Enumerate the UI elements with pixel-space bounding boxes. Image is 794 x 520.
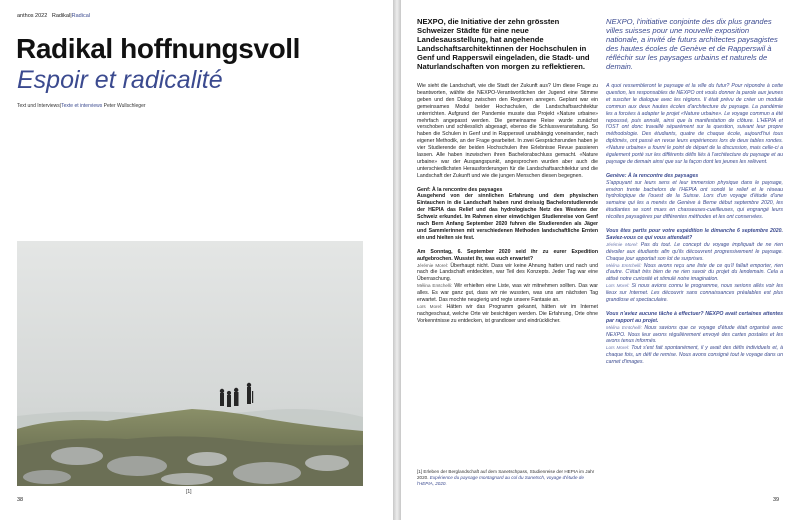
section-fr: Radical [71, 13, 90, 19]
question-fr-2: Vous n'aviez aucune tâche à effectuer? NEXPO avait certaines attentes par rapport au projet. [606, 310, 783, 324]
body-paragraph-de-2: Ausgehend von der sinnlichen Erfahrung und dem physischen Eintauchen in die Landschaft haben rund dreissig Bachelorstudierende der HEPIA das Relief und das hydrologische Netz des Westens der Schweiz erkundet. Im Rahmen einer einwöchigen Studienreise von Genf nach Bern Anfang September 2020 fuhren die Studierenden als Jäger und Sammlerinnen mit verschiedenen Methoden landschaftliche Ernten ein und hielten sie fest. [417, 193, 598, 241]
fog-mountain-illustration [17, 241, 363, 486]
speaker-de-3: Loïs Morel: [417, 303, 443, 309]
answer-de-2 [417, 283, 598, 304]
answer-fr-4 [606, 325, 783, 346]
photo-footnote [417, 469, 598, 486]
answer-text-fr-3: Si nous avions connu le programme, nous serions allés voir les lieux sur Internet. Les découvrir sans connaissances préalables est plus grandiose et spectaculaire. [606, 283, 783, 304]
answer-fr-2 [606, 263, 783, 284]
answer-fr-1 [606, 242, 783, 263]
hikers-photo [17, 241, 363, 486]
body-column-fr [606, 83, 783, 508]
subhead-de: Genf: À la rencontre des paysages [417, 186, 503, 193]
page-number-left: 38 [17, 497, 24, 503]
answer-text-de-3: Hätten wir das Programm gekannt, hätten wir im Internet nachgeschaut, welche Orte wir besichtigen werden. Die Erfahrung, Orte ohne Vorkenntnisse zu entdecken, ist grandioser und eindrücklicher. [417, 303, 598, 324]
body-paragraph-fr-1: À quoi ressembleront le paysage et la ville du futur? Pour répondre à cette question, les responsables de NEXPO ont voulu donner la parole aux jeunes et susciter le dialogue avec les régions. Il était prévu de créer un module commun aux deux hautes écoles d'architecture du paysage. La pandémie les a forcées à adapter le projet «Nature urbaine». Le voyage commun a été repoussé, puis annulé, ainsi que la manifestation de clôture. L'HEPIA et l'OST ont donc travaillé séparément sur la question, suivant leur propre méthodologie. Des étudiants, quatre de chaque école, aujourd'hui tous diplômés, ont passé en revue leurs expériences lors de deux tables rondes. «Nature urbaine» a fourni le point de départ de la discussion, mais celle-ci a également porté sur les différents défis liés à l'architecture du paysage et au paysage de demain ainsi que sur la façon dont les jeunes les relèvent. [606, 83, 783, 165]
speaker-de-1: Jérémie Morel: [417, 262, 449, 268]
footnote-de: [1] Erleben der Berglandschaft auf dem Sanetschpass, Studienreise der HEPIA im Jahr 2020. [417, 469, 595, 480]
answer-fr-5 [606, 345, 783, 366]
running-header [17, 13, 90, 19]
article-credits [17, 103, 146, 109]
answer-text-fr-1: Pas du tout. Le concept du voyage impliquait de ne rien dévoiler aux étudiants afin qu'ils découvrent progressivement le paysage. Chaque jour apportait son lot de surprises. [606, 241, 783, 262]
lead-paragraph-de: NEXPO, die Initiative der zehn grössten Schweizer Städte für eine neue Landesausstellung, hat angehende Landschaftsarchitektinnen der Hochschulen in Genf und Rapperswil eingeladen, die Stadt- und Naturlandschaften von morgen zu reflektieren. [417, 17, 590, 72]
body-paragraph-fr-2: S'appuyant sur leurs sens et leur immersion physique dans le paysage, environ trente bachelors de l'HEPIA ont sondé le relief et le réseau hydrologique de l'ouest de la Suisse. Lors d'un voyage d'étude d'une semaine qui les a menés de Genève à Berne début septembre 2020, les étudiantes se sont mues en chasseuses-cueilleuses, qui engrangé leurs récoltes paysagères par différentes méthodes et les ont conservées. [606, 179, 783, 221]
question-fr-1: Vous êtes partis pour votre expédition le dimanche 6 septembre 2020. Saviez-vous ce qui vous attendait? [606, 228, 783, 241]
photo-caption-number: [1] [186, 489, 192, 495]
answer-text-fr-5: Tout s'est fait spontanément, il y avait des défis individuels et, à chaque fois, un défi de remise. Nous avons consigné tout le voyage dans un carnet d'images. [606, 345, 783, 366]
speaker-fr-5: Loïs Morel: [606, 345, 630, 351]
answer-text-fr-2: Nous avons reçu une liste de ce qu'il fallait emporter, rien d'autre. C'était très bien de ne rien savoir du projet du lendemain. Cela a attisé notre curiosité et stimulé notre imagination. [606, 262, 783, 283]
spine-gutter [393, 0, 401, 520]
article-title-fr: Espoir et radicalité [17, 66, 223, 94]
answer-de-1 [417, 263, 598, 284]
answer-text-fr-4: Nous savions que ce voyage d'étude était organisé avec NEXPO. Nous leur avons régulièrement envoyé des cartes postales et les avons tenus informés. [606, 324, 783, 345]
page-number-right: 39 [773, 497, 780, 503]
credits-label-de: Text und Interviews [17, 103, 60, 109]
footnote-fr: Expérience du paysage montagnard au col du Sanetsch, voyage d'étude de l'HEPIA, 2020. [417, 474, 584, 486]
credits-separator: | [59, 103, 62, 109]
right-page [401, 0, 794, 520]
section-de: Radikal [51, 13, 71, 19]
speaker-fr-4: Mélina Emtchelli: [606, 324, 642, 330]
speaker-fr-3: Loïs Morel: [606, 283, 630, 289]
left-page [0, 0, 393, 520]
body-paragraph-de-1: Wie sieht die Landschaft, wie die Stadt der Zukunft aus? Um diese Frage zu beantworten, wählte die NEXPO-Verantwortlichen der Jugend eine Stimme geben und den Dialog zwischen den Regionen anregen. Geplant war ein gemeinsames Modul beider Hochschulen, die Landschaftsarchitektur unterrichten. Aufgrund der Pandemie musste das Projekt «Nature urbaine» mehrfach angepasst werden. Die gemeinsame Reise wurde zunächst verschoben und schliesslich abgesagt, ebenso die Schlussveranstaltung. So haben die Schulen in Genf und in Rapperswil unabhängig voneinander, nach eigener Methodik, an der Frage gearbeitet. In zwei Gesprächsrunden haben je vier Studierende der beiden Hochschulen ihre Erlebnisse Revue passieren lassen. Alle haben inzwischen ihren Bachelorabschluss gemacht. «Nature urbaine» war der Ausgangspunkt, angesprochen wurden aber auch die unterschiedlichsten Herausforderungen für die Landschaftsarchitektur und die Landschaft der Zukunft und wie die jungen Menschen diesen begegnen. [417, 83, 598, 179]
credits-label-fr: Texte et interviews [61, 103, 103, 109]
magazine-name: anthos 2022 [17, 13, 48, 19]
answer-fr-3 [606, 283, 783, 304]
speaker-de-2: Mélina Emtchelli: [417, 283, 453, 289]
speaker-fr-1: Jérémie Morel: [606, 241, 638, 247]
body-column-de [417, 83, 598, 465]
speaker-fr-2: Mélina Emtchelli: [606, 262, 642, 268]
section-separator: | [70, 13, 72, 19]
subhead-fr: Genève: À la rencontre des paysages [606, 172, 699, 179]
author-name: Peter Wullschleger [103, 103, 146, 109]
lead-paragraph-fr: NEXPO, l'initiative conjointe des dix plus grandes villes suisses pour une nouvelle exposition nationale, a invité de futurs architectes paysagistes des hautes écoles de Genève et de Rapperswil à réfléchir sur les paysages urbains et naturels de demain. [606, 17, 778, 72]
article-title-de: Radikal hoffnungsvoll [16, 33, 301, 64]
question-de-1: Am Sonntag, 6. September 2020 seid ihr zu eurer Expedition aufgebrochen. Wusstet ihr, was euch erwartet? [417, 248, 598, 262]
answer-de-3 [417, 304, 598, 325]
answer-text-de-1: Überhaupt nicht. Dass wir keine Ahnung hatten und nach und nach die Landschaft entdeckten, war Teil des Konzepts. Jeder Tag war eine Überraschung. [417, 262, 598, 283]
answer-text-de-2: Wir erhielten eine Liste, was wir mitnehmen sollten. Das war alles. Es war ganz gut, dass wir nie wussten, was uns am nächsten Tag erwartet. Das mochte neugierig und regte unsere Fantasie an. [417, 283, 598, 304]
